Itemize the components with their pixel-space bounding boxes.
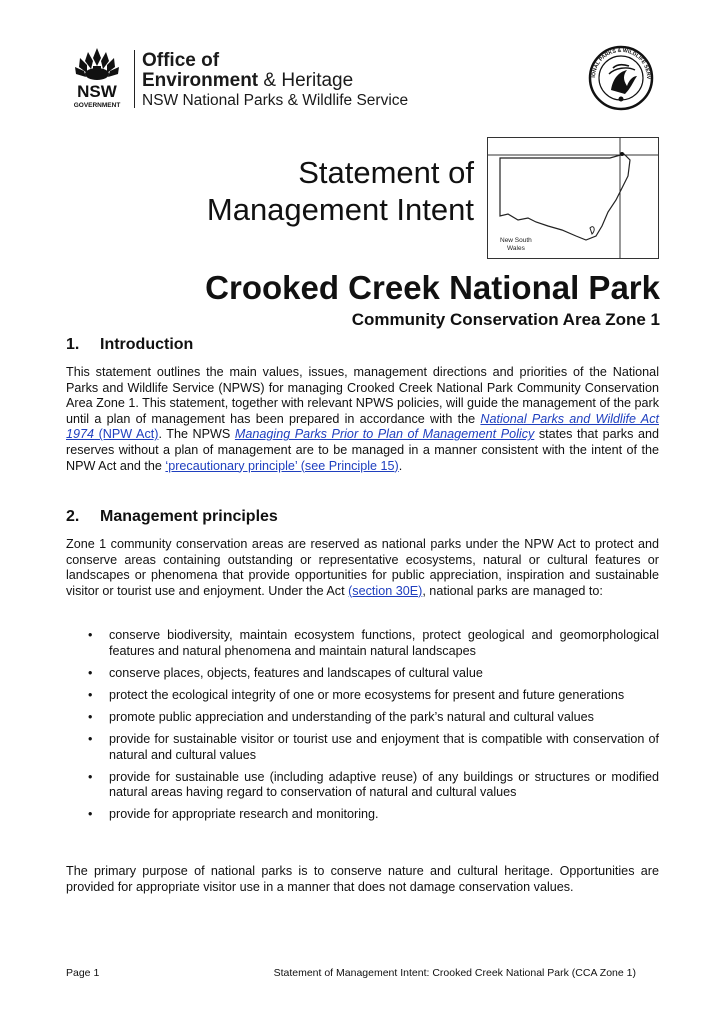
bullet-icon: • — [88, 807, 93, 822]
org-name-heritage: & Heritage — [258, 70, 354, 91]
org-name-line-2 — [142, 70, 353, 92]
principles-text-b: , national parks are managed to: — [422, 583, 603, 598]
intro-text-a: This statement outlines the main values, issues, management directions and priorities of the National Parks and Wildlife Service (NPWS) for managing Crooked Creek National Park Community Conservation Area Zone 1. This statement, together with relevant NPWS policies, will guide the management of the park until a plan of management has been prepared in accordance with the — [66, 365, 659, 426]
management-principles-paragraph — [66, 537, 659, 599]
section-1-title: Introduction — [100, 336, 194, 353]
list-item-text: conserve places, objects, features and landscapes of cultural value — [109, 665, 483, 680]
bullet-icon: • — [88, 665, 93, 680]
bullet-icon: • — [88, 769, 93, 784]
nsw-government-logo — [66, 44, 128, 110]
npw-act-link[interactable]: National Parks and Wildlife Act 1974 — [66, 411, 659, 442]
management-principles-list — [88, 628, 659, 829]
park-subtitle: Community Conservation Area Zone 1 — [351, 310, 660, 329]
intro-text-b: . The NPWS — [158, 427, 235, 442]
map-label-nsw-2: Wales — [507, 245, 525, 252]
seal-text: IONAL PARKS & WILDLIFE SERV — [590, 47, 652, 80]
intro-text-c: states that parks and reserves without a plan of management are to be managed in a manner consistent with the intent of the NPW Act and the — [66, 427, 659, 473]
footer-document-title: Statement of Management Intent: Crooked Creek National Park (CCA Zone 1) — [273, 967, 636, 979]
precautionary-principle-link[interactable]: ‘precautionary principle’ (see Principle 15) — [165, 458, 399, 473]
park-location-marker — [620, 152, 624, 156]
list-item-text: promote public appreciation and understanding of the park’s natural and cultural values — [109, 709, 594, 724]
section-1-heading — [66, 336, 193, 354]
section-30e-link[interactable]: (section 30E) — [348, 583, 423, 598]
list-item — [88, 666, 659, 682]
section-1-number: 1. — [66, 336, 80, 353]
primary-purpose-paragraph: The primary purpose of national parks is to conserve nature and cultural heritage. Opportunities are provided for appropriate visitor use in a manner that does not damage conservation values. — [66, 864, 659, 894]
list-item — [88, 807, 659, 823]
location-map — [487, 137, 659, 259]
list-item — [88, 732, 659, 763]
npw-act-abbrev-link[interactable]: (NPW Act) — [94, 427, 159, 442]
org-name-environment: Environment — [142, 70, 259, 91]
list-item-text: provide for appropriate research and monitoring. — [109, 807, 379, 822]
list-item — [88, 710, 659, 726]
nsw-logo-subtext: GOVERNMENT — [73, 102, 121, 109]
bullet-icon: • — [88, 709, 93, 724]
map-label-nsw-1: New South — [500, 237, 532, 244]
footer-page-number: Page 1 — [66, 967, 100, 979]
nsw-outline-map — [488, 138, 658, 258]
list-item-text: provide for sustainable visitor or tourist use and enjoyment that is compatible with conservation of natural and cultural values — [109, 731, 659, 762]
section-2-title: Management principles — [100, 508, 278, 525]
npws-seal-logo — [583, 44, 659, 112]
principles-text-a: Zone 1 community conservation areas are reserved as national parks under the NPW Act to protect and conserve areas containing outstanding or representative ecosystems, natural or cultural features or landscapes or phenomena that provide opportunities for public appreciation, inspiration and sustainable visitor or tourist use and enjoyment. Under the Act — [66, 537, 659, 598]
list-item-text: protect the ecological integrity of one or more ecosystems for present and future generations — [109, 687, 625, 702]
section-2-number: 2. — [66, 508, 80, 525]
list-item — [88, 770, 659, 801]
intro-text-d: . — [398, 458, 403, 473]
nsw-logo-text: NSW — [77, 82, 117, 101]
document-type-line-1: Statement of — [298, 155, 474, 190]
logo-divider — [134, 50, 135, 108]
org-name-line-3: NSW National Parks & Wildlife Service — [142, 92, 409, 109]
managing-parks-policy-link[interactable]: Managing Parks Prior to Plan of Management Policy — [234, 427, 535, 442]
bullet-icon: • — [88, 628, 93, 642]
list-item — [88, 688, 659, 704]
bullet-icon: • — [88, 687, 93, 702]
list-item-text: conserve biodiversity, maintain ecosystem functions, protect geological and geomorphological features and natural phenomena and maintain natural landscapes — [109, 628, 659, 658]
list-item — [88, 628, 659, 659]
bullet-icon: • — [88, 731, 93, 746]
park-name: Crooked Creek National Park — [205, 269, 660, 306]
org-name-line-1: Office of — [142, 50, 220, 71]
section-2-heading — [66, 508, 278, 526]
introduction-paragraph — [66, 365, 659, 474]
list-item-text: provide for sustainable use (including adaptive reuse) of any buildings or structures or modified natural areas having regard to conservation of natural and cultural values — [109, 769, 659, 800]
document-type-line-2: Management Intent — [206, 192, 474, 227]
